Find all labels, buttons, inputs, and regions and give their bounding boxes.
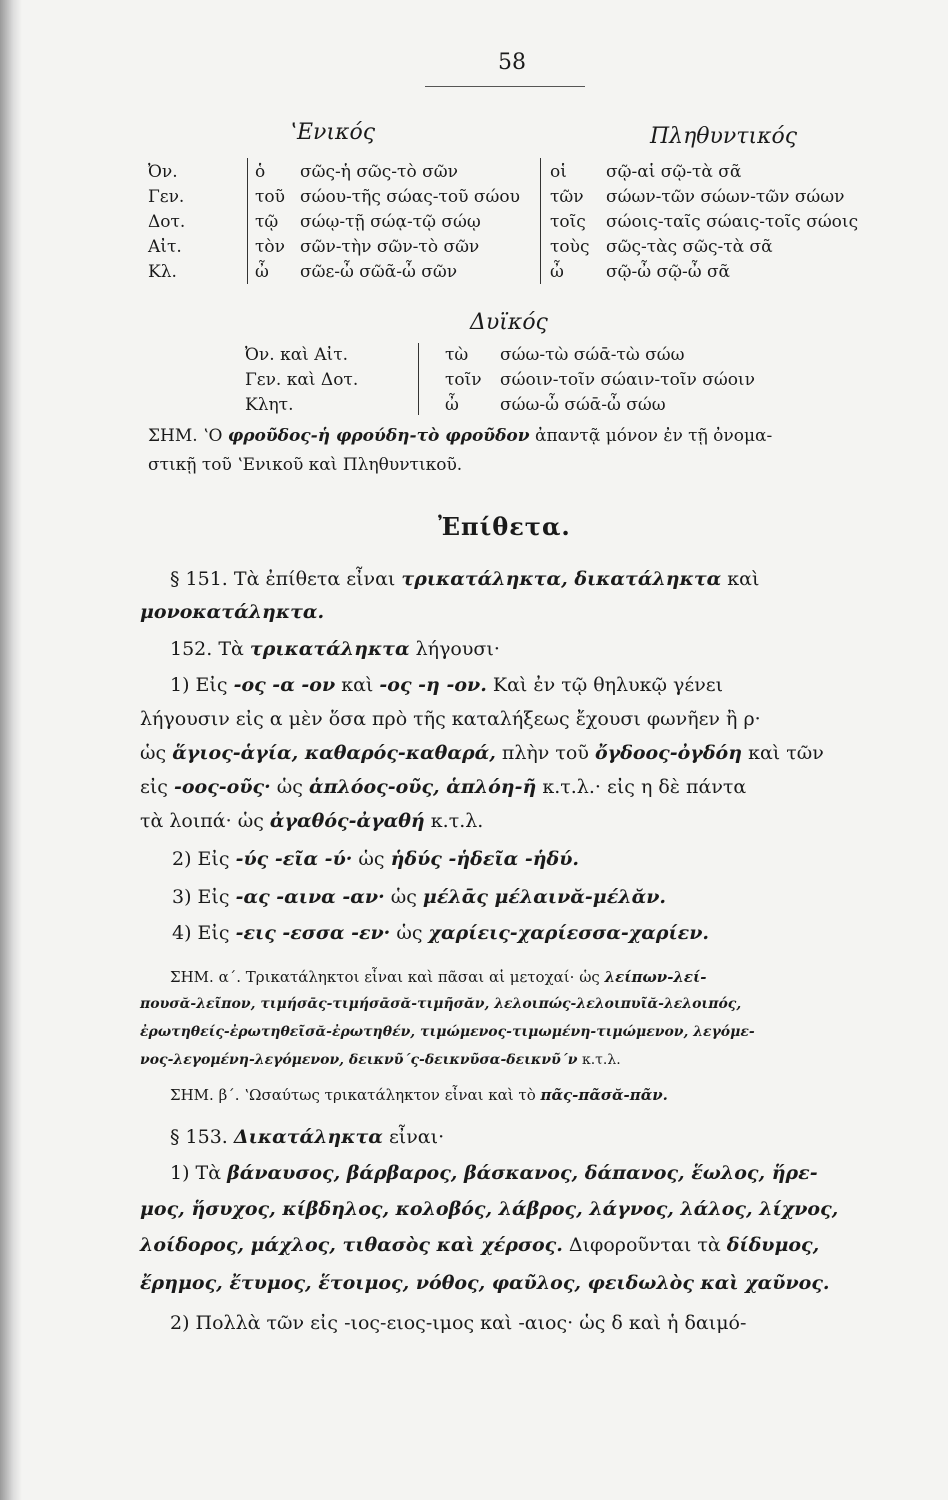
rule-text: 4) Εἰς — [172, 922, 230, 944]
rule-italic: χαρίεις-χαρίεσσα-χαρίεν. — [428, 922, 710, 944]
note1-text: ἀπαντᾷ μόνον ἐν τῇ ὀνομα- — [534, 426, 773, 446]
page-edge-shadow — [0, 0, 22, 1500]
section-title: Ἐπίθετα. — [438, 512, 571, 541]
rule1-line5 — [140, 810, 483, 832]
note2-italic: νος-λεγομένη-λεγόμενον, δεικνῦ΄ς-δεικνῦσα-δεικνῦ΄ν — [140, 1052, 578, 1068]
table1-sg-forms: σώου-τῆς σώας-τοῦ σώου — [300, 187, 520, 207]
table1-article: ὦ — [255, 262, 269, 282]
rule-text: καὶ τῶν — [748, 742, 824, 764]
list1-line2: μος, ἥσυχος, κίβδηλος, κολοβός, λάβρος, λάγνος, λάλος, λίχνος, — [140, 1198, 839, 1220]
rule-italic: ἡδύς -ἡδεῖα -ἡδύ. — [390, 848, 579, 870]
rule-italic: -ας -αινα -αν· — [235, 886, 385, 908]
note1-line2: στικῇ τοῦ ʽΕνικοῦ καὶ Πληθυντικοῦ. — [148, 455, 463, 475]
list2-line1: 2) Πολλὰ τῶν εἰς -ιος-ειος-ιμος καὶ -αιος· ὡς δ καὶ ἡ δαιμό- — [170, 1312, 747, 1334]
table2-article: ὦ — [445, 395, 459, 415]
rule1-line4 — [140, 776, 746, 798]
table1-sg-col — [300, 160, 520, 285]
table2-forms: σώω-ὦ σώᾱ-ὦ σώω — [500, 395, 666, 415]
table1-pl-forms: σώων-τῶν σώων-τῶν σώων — [606, 187, 845, 207]
table2-forms: σώω-τὼ σώᾱ-τὼ σώω — [500, 345, 685, 365]
table2-rule — [418, 343, 419, 415]
rule4 — [172, 922, 709, 944]
note2-line2: πουσᾰ-λεῖπον, τιμήσᾱς-τιμήσᾱσᾰ-τιμῆσᾰν, λελοιπώς-λελοιπυῖᾰ-λελοιπός, — [140, 996, 742, 1012]
table1-case: Αἰτ. — [148, 237, 182, 257]
rule1-line1 — [170, 674, 723, 696]
para-text: λήγουσι· — [415, 638, 500, 660]
table2-case-col — [245, 343, 358, 418]
rule-italic: ἀγαθός-ἀγαθή — [269, 810, 425, 832]
table1-article: ὦ — [550, 262, 564, 282]
para-text: Τὰ ἐπίθετα εἶναι — [233, 568, 396, 590]
list-italic: λοίδορος, μάχλος, τιθασὸς καὶ χέρσος. — [140, 1234, 563, 1256]
para-text: εἶναι· — [388, 1126, 445, 1148]
note2-text: ΣΗΜ. α΄. Τρικατάληκτοι εἶναι καὶ πᾶσαι αἱ μετοχαί· ὡς — [170, 968, 600, 986]
table1-case: Ὀν. — [148, 162, 178, 182]
list-text: Διφοροῦνται τὰ — [568, 1234, 721, 1256]
table1-article: τῶν — [550, 187, 584, 207]
table-head-singular: ʽΕνικός — [290, 120, 376, 145]
para-151-line2: μονοκατάληκτα. — [140, 601, 325, 623]
rule-text: Καὶ ἐν τῷ θηλυκῷ γένει — [492, 674, 724, 696]
rule-text: κ.τ.λ.· εἰς η δὲ πάντα — [542, 776, 747, 798]
list1-line1 — [170, 1162, 818, 1184]
table1-pl-forms: σῶς-τὰς σῶς-τὰ σᾶ — [606, 237, 773, 257]
rule1-line2: λήγουσιν εἰς α μὲν ὅσα πρὸ τῆς καταλήξεως ἔχουσι φωνῆεν ἢ ρ· — [140, 708, 761, 730]
table1-pl-forms: σώοις-ταῖς σώαις-τοῖς σώοις — [606, 212, 859, 232]
rule-text: τὰ λοιπά· ὡς — [140, 810, 264, 832]
table1-rule-1 — [247, 158, 248, 284]
table1-article: ὁ — [255, 162, 266, 182]
rule3 — [172, 886, 666, 908]
note2-line3: ἐρωτηθείς-ἐρωτηθεῖσᾰ-ἐρωτηθέν, τιμώμενος-τιμωμένη-τιμώμενον, λεγόμε- — [140, 1024, 755, 1040]
rule-text: 3) Εἰς — [172, 886, 230, 908]
rule-text: κ.τ.λ. — [430, 810, 484, 832]
para-text: καὶ — [727, 568, 760, 590]
table2-forms: σώοιν-τοῖν σώαιν-τοῖν σώοιν — [500, 370, 755, 390]
table2-forms-col — [500, 343, 755, 418]
list-italic: βάναυσος, βάρβαρος, βάσκανος, δάπανος, ἕωλος, ἥρε- — [227, 1162, 818, 1184]
table1-article: οἱ — [550, 162, 567, 182]
table1-sg-forms: σῶν-τὴν σῶν-τὸ σῶν — [300, 237, 480, 257]
note3-text: ΣΗΜ. β΄. ʽΩσαύτως τρικατάληκτον εἶναι καὶ τὸ — [170, 1086, 536, 1104]
para-italic: τρικατάληκτα, δικατάληκτα — [401, 568, 722, 590]
page-number: 58 — [498, 50, 526, 75]
table1-article: τῷ — [255, 212, 279, 232]
rule-italic: -εις -εσσα -εν· — [235, 922, 391, 944]
table1-sg-forms: σῶε-ὦ σῶᾶ-ὦ σῶν — [300, 262, 458, 282]
table1-article: τοὺς — [550, 237, 590, 257]
table-head-dual: Δυϊκός — [470, 310, 548, 335]
rule-italic: ἁπλόος-οῦς, ἁπλόη-ῆ — [308, 776, 537, 798]
note-label: ΣΗΜ. — [148, 426, 198, 446]
table-head-plural: Πληθυντικός — [650, 124, 798, 149]
para-text: Τὰ — [218, 638, 244, 660]
rule-text: εἰς — [140, 776, 168, 798]
table1-case-col — [148, 160, 185, 285]
rule-text: καὶ — [341, 674, 374, 696]
para-152 — [170, 638, 500, 660]
note2-text: κ.τ.λ. — [581, 1052, 621, 1068]
rule-italic: -ος -η -ον. — [379, 674, 487, 696]
rule-text: ὡς — [396, 922, 423, 944]
rule-text: ὡς — [140, 742, 167, 764]
rule-italic: μέλᾱς μέλαινᾰ-μέλᾰν. — [422, 886, 666, 908]
table2-case: Ὀν. καὶ Αἰτ. — [245, 345, 349, 365]
table1-article: τοῖς — [550, 212, 586, 232]
table2-art-col — [445, 343, 482, 418]
list-italic: δίδυμος, — [726, 1234, 820, 1256]
para-number: 152. — [170, 638, 213, 660]
rule-italic: ἅγιος-ἁγία, καθαρός-καθαρά, — [172, 742, 496, 764]
table1-article: τὸν — [255, 237, 285, 257]
rule-italic: ὄγδοος-ὀγδόη — [594, 742, 743, 764]
para-number: § 151. — [170, 568, 228, 590]
table1-article: τοῦ — [255, 187, 285, 207]
para-151-line1 — [170, 568, 759, 590]
note2-line4 — [140, 1052, 621, 1068]
page-number-rule — [425, 86, 585, 87]
note3 — [170, 1086, 668, 1104]
note1-line1 — [148, 426, 772, 446]
table1-rule-2 — [540, 158, 541, 284]
note3-italic: πᾶς-πᾶσᾰ-πᾶν. — [540, 1086, 668, 1104]
list-text: 1) Τὰ — [170, 1162, 222, 1184]
table1-sg-forms: σώῳ-τῇ σώᾳ-τῷ σώῳ — [300, 212, 481, 232]
rule-text: ὡς — [276, 776, 303, 798]
note1-italic: φροῦδος-ἡ φρούδη-τὸ φροῦδον — [227, 426, 530, 446]
table1-pl-forms: σῷ-αἱ σῷ-τὰ σᾶ — [606, 162, 742, 182]
table1-pl-col — [606, 160, 858, 285]
table1-sg-forms: σῶς-ἡ σῶς-τὸ σῶν — [300, 162, 458, 182]
note2-line1 — [170, 968, 707, 986]
note2-italic: λείπων-λεί- — [604, 968, 707, 986]
table2-article: τοῖν — [445, 370, 482, 390]
rule1-line3 — [140, 742, 824, 764]
rule2 — [172, 848, 579, 870]
note1-text: ʽΟ — [203, 426, 223, 446]
table1-case: Γεν. — [148, 187, 185, 207]
para-italic: Δικατάληκτα — [233, 1126, 383, 1148]
rule-text: ὡς — [358, 848, 385, 870]
table2-article: τὼ — [445, 345, 469, 365]
para-number: § 153. — [170, 1126, 228, 1148]
para-153 — [170, 1126, 444, 1148]
table1-art-sg-col — [255, 160, 285, 285]
table2-case: Γεν. καὶ Δοτ. — [245, 370, 359, 390]
rule-italic: -οος-οῦς· — [173, 776, 271, 798]
table1-art-pl-col — [550, 160, 590, 285]
rule-text: 1) Εἰς — [170, 674, 228, 696]
rule-text: πλὴν τοῦ — [501, 742, 589, 764]
list1-line3 — [140, 1234, 819, 1256]
rule-italic: -ύς -εῖα -ύ· — [235, 848, 353, 870]
rule-text: 2) Εἰς — [172, 848, 230, 870]
rule-italic: -ος -α -ον — [233, 674, 336, 696]
para-italic: τρικατάληκτα — [249, 638, 410, 660]
table1-case: Δοτ. — [148, 212, 186, 232]
rule-text: ὡς — [390, 886, 417, 908]
table1-pl-forms: σῷ-ὦ σῷ-ὦ σᾶ — [606, 262, 731, 282]
table1-case: Κλ. — [148, 262, 177, 282]
list1-line4: ἔρημος, ἔτυμος, ἕτοιμος, νόθος, φαῦλος, φειδωλὸς καὶ χαῦνος. — [140, 1272, 830, 1294]
table2-case: Κλητ. — [245, 395, 294, 415]
